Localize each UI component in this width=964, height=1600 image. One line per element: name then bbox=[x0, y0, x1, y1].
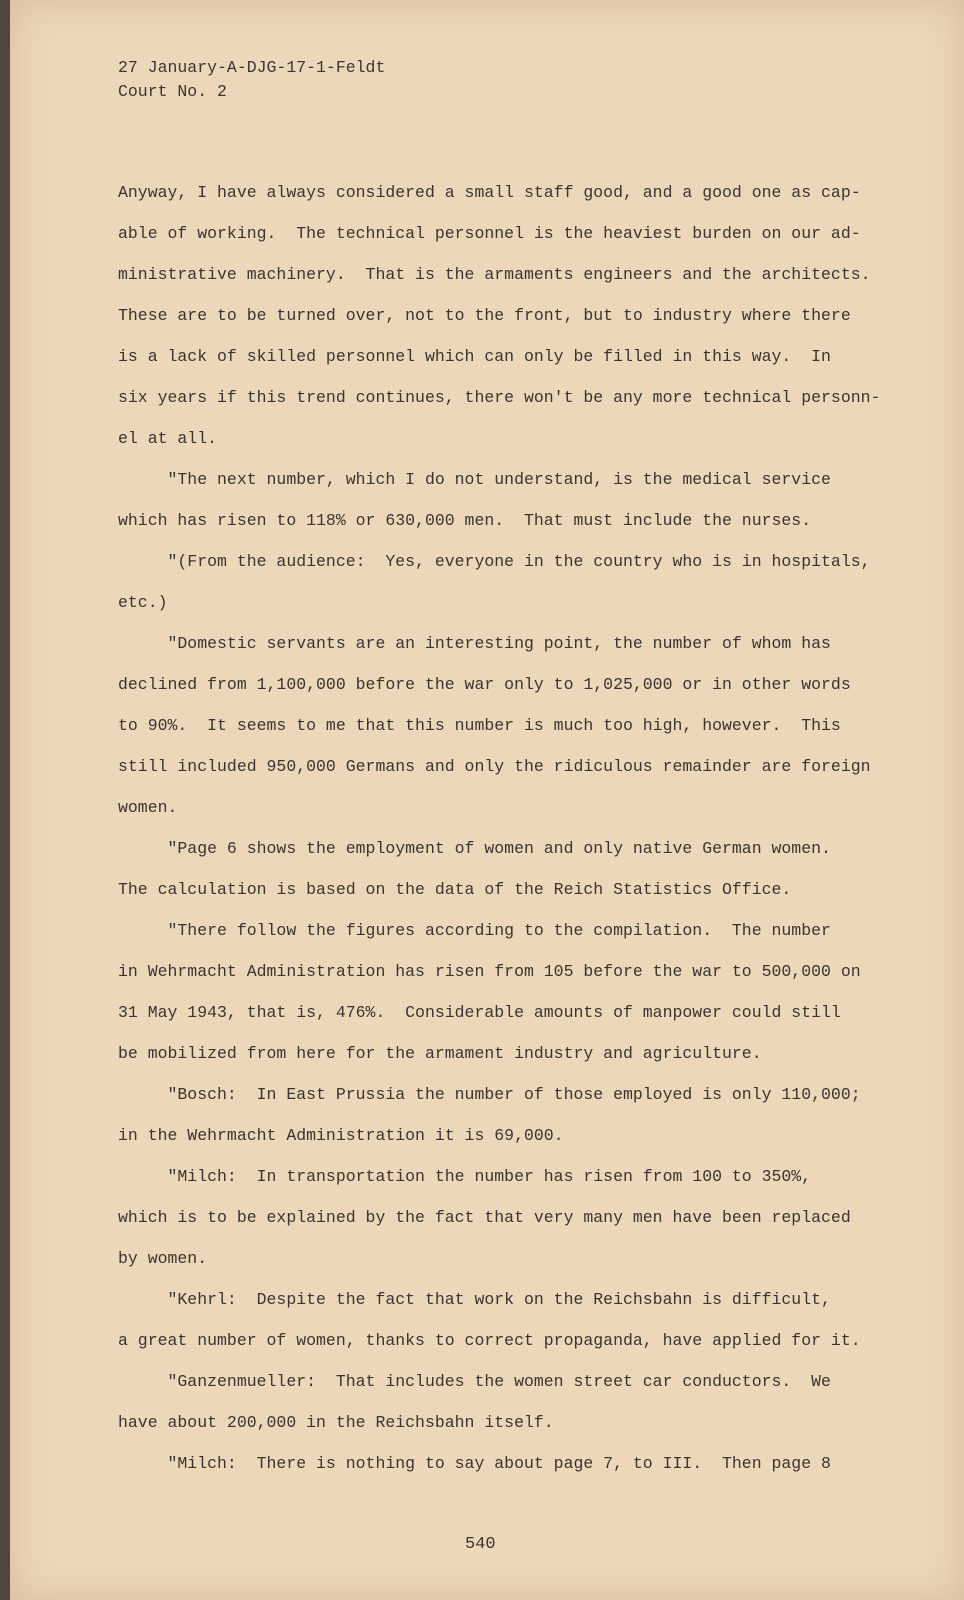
text-line: "Milch: There is nothing to say about page 7, to III. Then page 8 bbox=[118, 1454, 831, 1473]
page-number: 540 bbox=[465, 1535, 496, 1554]
text-line: "(From the audience: Yes, everyone in the country who is in hospitals, bbox=[118, 552, 871, 571]
text-line: "Bosch: In East Prussia the number of those employed is only 110,000; bbox=[118, 1085, 861, 1104]
text-line: "Milch: In transportation the number has risen from 100 to 350%, bbox=[118, 1167, 812, 1186]
text-line: "The next number, which I do not understand, is the medical service bbox=[118, 470, 831, 489]
header-reference: 27 January-A-DJG-17-1-Feldt bbox=[118, 58, 386, 77]
text-line: which has risen to 118% or 630,000 men. That must include the nurses. bbox=[118, 511, 812, 530]
text-line: a great number of women, thanks to correct propaganda, have applied for it. bbox=[118, 1331, 861, 1350]
text-line: by women. bbox=[118, 1249, 208, 1268]
text-line: "Page 6 shows the employment of women and only native German women. bbox=[118, 839, 831, 858]
text-line: "Domestic servants are an interesting point, the number of whom has bbox=[118, 634, 831, 653]
text-line: Anyway, I have always considered a small staff good, and a good one as cap- bbox=[118, 183, 861, 202]
document-page bbox=[10, 0, 964, 1600]
text-line: six years if this trend continues, there won't be any more technical personn- bbox=[118, 388, 881, 407]
text-line: women. bbox=[118, 798, 178, 817]
text-line: able of working. The technical personnel is the heaviest burden on our ad- bbox=[118, 224, 861, 243]
text-line: "There follow the figures according to the compilation. The number bbox=[118, 921, 831, 940]
text-line: The calculation is based on the data of the Reich Statistics Office. bbox=[118, 880, 792, 899]
text-line: be mobilized from here for the armament industry and agriculture. bbox=[118, 1044, 762, 1063]
transcript-body bbox=[118, 172, 918, 1484]
text-line: to 90%. It seems to me that this number is much too high, however. This bbox=[118, 716, 841, 735]
text-line: "Ganzenmueller: That includes the women street car conductors. We bbox=[118, 1372, 831, 1391]
header-court: Court No. 2 bbox=[118, 82, 227, 101]
text-line: etc.) bbox=[118, 593, 168, 612]
text-line: These are to be turned over, not to the front, but to industry where there bbox=[118, 306, 851, 325]
scan-edge bbox=[0, 0, 10, 1600]
document-header bbox=[118, 56, 385, 104]
text-line: "Kehrl: Despite the fact that work on the Reichsbahn is difficult, bbox=[118, 1290, 831, 1309]
text-line: still included 950,000 Germans and only the ridiculous remainder are foreign bbox=[118, 757, 871, 776]
text-line: 31 May 1943, that is, 476%. Considerable amounts of manpower could still bbox=[118, 1003, 841, 1022]
text-line: ministrative machinery. That is the armaments engineers and the architects. bbox=[118, 265, 871, 284]
text-line: is a lack of skilled personnel which can only be filled in this way. In bbox=[118, 347, 831, 366]
text-line: which is to be explained by the fact that very many men have been replaced bbox=[118, 1208, 851, 1227]
text-line: el at all. bbox=[118, 429, 218, 448]
text-line: declined from 1,100,000 before the war only to 1,025,000 or in other words bbox=[118, 675, 851, 694]
text-line: in the Wehrmacht Administration it is 69,000. bbox=[118, 1126, 564, 1145]
text-line: in Wehrmacht Administration has risen from 105 before the war to 500,000 on bbox=[118, 962, 861, 981]
text-line: have about 200,000 in the Reichsbahn itself. bbox=[118, 1413, 554, 1432]
